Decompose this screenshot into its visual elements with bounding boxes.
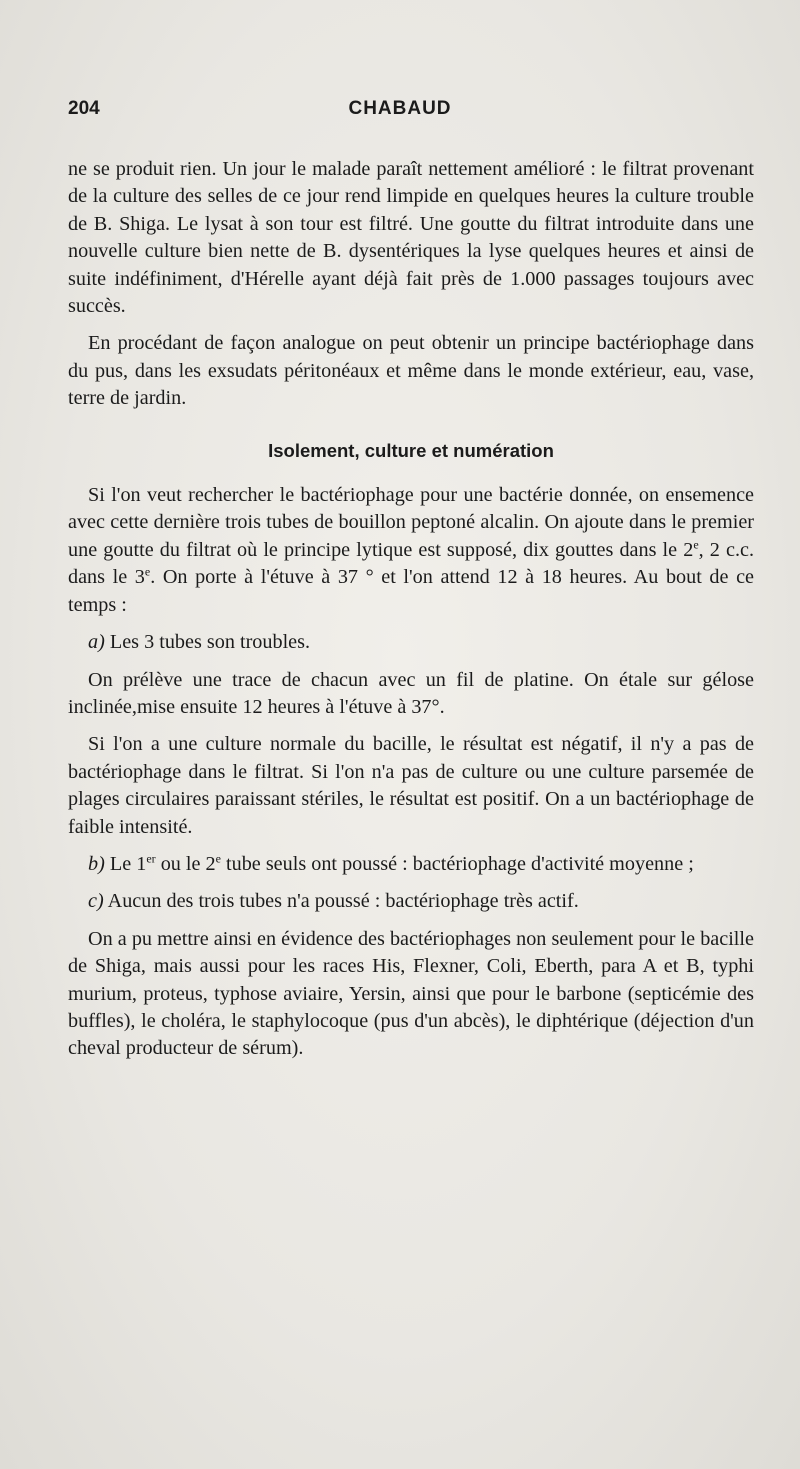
list-item-c [68, 888, 754, 915]
list-item-b [68, 851, 754, 878]
running-head: CHABAUD [348, 98, 452, 119]
paragraph-4: On prélève une trace de chacun avec un fil de platine. On étale sur gélose inclinée,mise ensuite 12 heures à l'étuve à 37°. [68, 668, 754, 718]
page-header [68, 98, 732, 128]
item-text: tube seuls ont poussé : bactériophage d'activité moyenne ; [220, 852, 694, 875]
section-heading: Isolement, culture et numération [268, 439, 554, 461]
item-text: Le 1 [104, 852, 147, 875]
paragraph-2: En procédant de façon analogue on peut obtenir un principe bactériophage dans du pus, dans les exsudats péritonéaux et même dans le monde extérieur, eau, vase, terre de jardin. [68, 332, 754, 410]
superscript: e [144, 564, 151, 579]
superscript: e [693, 537, 699, 552]
paragraph-5: Si l'on a une culture normale du bacille, le résultat est négatif, il n'y a pas de bactériophage dans le filtrat. Si l'on n'a pas de culture ou une culture parsemée de plages circulaires paraissant stériles, le résultat est positif. On a un bactériophage de faible intensité. [68, 733, 754, 838]
paragraph-3-part-2: , 2 c.c. dans le 3 [68, 538, 754, 589]
list-item-a [68, 629, 754, 656]
paragraph-6: On a pu mettre ainsi en évidence des bactériophages non seulement pour le bacille de Shiga, mais aussi pour les races His, Flexner, Coli, Eberth, para A et B, typhi murium, proteus, typhose aviaire, Yersin, ainsi que pour le barbone (septicémie des buffles), le choléra, le staphylocoque (pus d'un abcès), le diphtérique (déjection d'un cheval producteur de sérum). [68, 927, 754, 1060]
item-text: Aucun des trois tubes n'a poussé : bactériophage très actif. [103, 890, 579, 913]
item-letter: c) [88, 890, 104, 913]
item-letter: b) [88, 852, 105, 875]
paragraph-3 [68, 482, 754, 619]
body-text [68, 156, 754, 1073]
page-number: 204 [68, 98, 100, 119]
item-text: Les 3 tubes son troubles. [104, 631, 311, 654]
item-letter: a) [88, 631, 105, 654]
item-text: ou le 2 [155, 852, 216, 875]
superscript: e [215, 851, 221, 866]
superscript: er [146, 851, 156, 866]
paragraph-3-part-1: Si l'on veut rechercher le bactériophage pour une bactérie donnée, on ensemence avec cette dernière trois tubes de bouillon peptoné alcalin. On ajoute dans le premier une goutte du filtrat où le principe lytique est supposé, dix gouttes dans le 2 [68, 484, 754, 561]
paragraph-1: ne se produit rien. Un jour le malade paraît nettement amélioré : le filtrat provenant de la culture des selles de ce jour rend limpide en quelques heures la culture trouble de B. Shiga. Le lysat à son tour est filtré. Une goutte du filtrat introduite dans une nouvelle culture bien nette de B. dysentériques la lyse quelques heures et ainsi de suite indéfiniment, d'Hérelle ayant déjà fait près de 1.000 passages toujours avec succès. [68, 158, 754, 318]
paragraph-3-part-3: . On porte à l'étuve à 37 ° et l'on attend 12 à 18 heures. Au bout de ce temps : [68, 566, 754, 616]
